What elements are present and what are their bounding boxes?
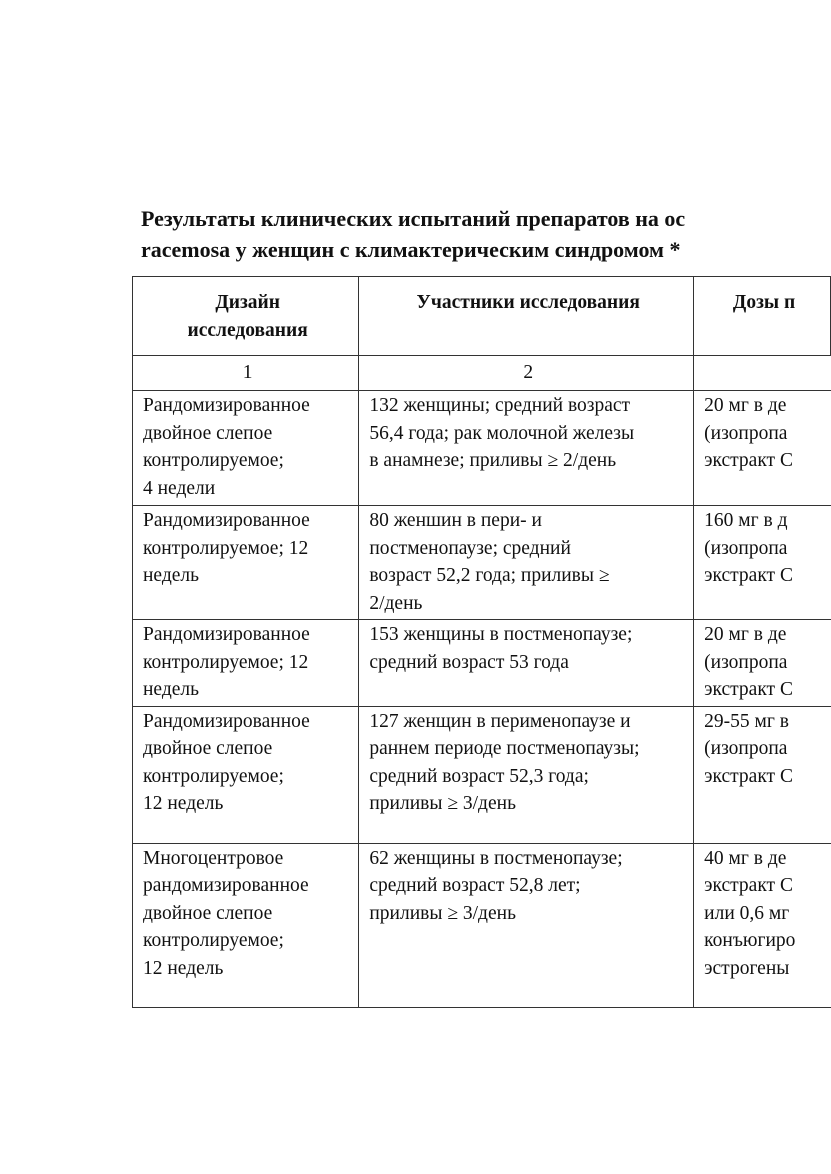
column-number-3 bbox=[694, 356, 831, 391]
cell-design: Многоцентровое рандомизированное двойное слепое контролируемое; 12 недель bbox=[133, 843, 359, 1007]
cell-participants: 80 женшин в пери- и постменопаузе; средний возраст 52,2 года; приливы ≥ 2/день bbox=[359, 506, 694, 620]
header-doses: Дозы п bbox=[694, 277, 831, 356]
header-design: Дизайн исследования bbox=[133, 277, 359, 356]
cell-doses: 40 мг в де экстракт C или 0,6 мг конъюгиро эстрогены bbox=[694, 843, 831, 1007]
header-participants: Участники исследования bbox=[359, 277, 694, 356]
column-number-1: 1 bbox=[133, 356, 359, 391]
column-number-row bbox=[133, 356, 831, 391]
title-line-2: racemosa у женщин с климактерическим синдромом * bbox=[141, 237, 681, 262]
cell-doses: 29-55 мг в (изопропа экстракт C bbox=[694, 706, 831, 843]
cell-design: Рандомизированное контролируемое; 12 недель bbox=[133, 620, 359, 707]
cell-participants: 127 женщин в перименопаузе и раннем периоде постменопаузы; средний возраст 52,3 года; приливы ≥ 3/день bbox=[359, 706, 694, 843]
table-header-row bbox=[133, 277, 831, 356]
table-row bbox=[133, 706, 831, 843]
cell-doses: 20 мг в де (изопропа экстракт C bbox=[694, 391, 831, 506]
column-number-2: 2 bbox=[359, 356, 694, 391]
clinical-trials-table bbox=[132, 276, 831, 1008]
table-row bbox=[133, 391, 831, 506]
cell-doses: 160 мг в д (изопропа экстракт C bbox=[694, 506, 831, 620]
cell-design: Рандомизированное двойное слепое контролируемое; 12 недель bbox=[133, 706, 359, 843]
table-row bbox=[133, 843, 831, 1007]
cell-participants: 62 женщины в постменопаузе; средний возраст 52,8 лет; приливы ≥ 3/день bbox=[359, 843, 694, 1007]
document-title bbox=[141, 203, 831, 265]
cell-design: Рандомизированное контролируемое; 12 недель bbox=[133, 506, 359, 620]
title-line-1: Результаты клинических испытаний препаратов на ос bbox=[141, 206, 686, 231]
table-row bbox=[133, 506, 831, 620]
cell-doses: 20 мг в де (изопропа экстракт C bbox=[694, 620, 831, 707]
cell-design: Рандомизированное двойное слепое контролируемое; 4 недели bbox=[133, 391, 359, 506]
cell-participants: 132 женщины; средний возраст 56,4 года; рак молочной железы в анамнезе; приливы ≥ 2/день bbox=[359, 391, 694, 506]
cell-participants: 153 женщины в постменопаузе; средний возраст 53 года bbox=[359, 620, 694, 707]
table-row bbox=[133, 620, 831, 707]
